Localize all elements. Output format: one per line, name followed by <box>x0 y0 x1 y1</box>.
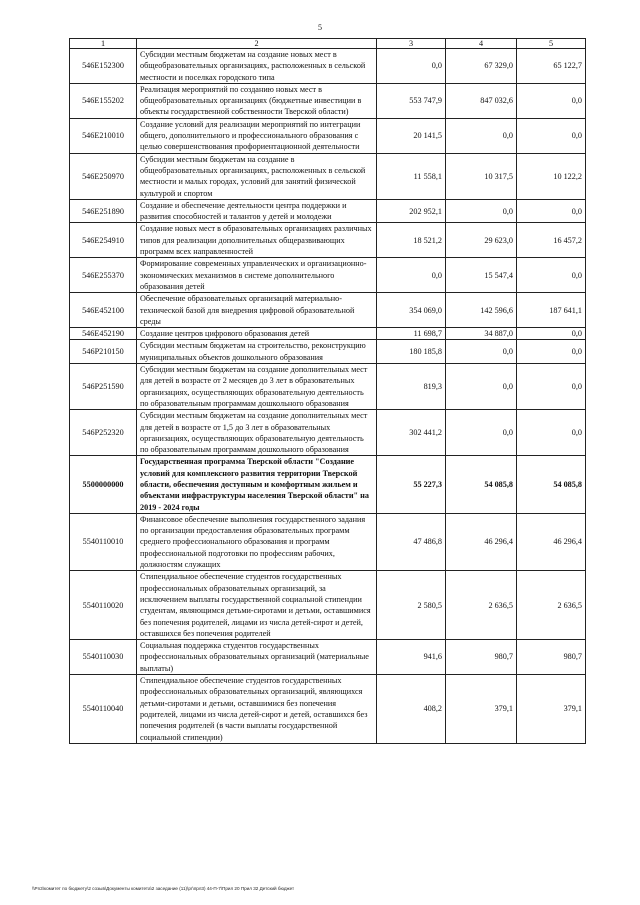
table-row <box>70 199 586 223</box>
table-row <box>70 513 586 570</box>
row-value-2021: 408,2 <box>377 675 446 744</box>
table-body <box>70 49 586 744</box>
row-value-2023: 0,0 <box>517 258 586 293</box>
row-value-2022: 34 887,0 <box>446 328 517 340</box>
row-name: Стипендиальное обеспечение студентов государственных профессиональных образовательных организаций, являющихся детьми-сиротами и детьми, оставшимися без попечения родителей, лицами из числа детей-сирот и детей, оставшихся без попечения родителей (в части выплаты государственной социальной стипендии) <box>137 675 377 744</box>
row-value-2023: 0,0 <box>517 410 586 456</box>
table-row <box>70 571 586 640</box>
column-header: 2 <box>137 39 377 49</box>
row-name: Формирование современных управленческих и организационно-экономических механизмов в системе дополнительного образования детей <box>137 258 377 293</box>
row-code: 546E152300 <box>70 49 137 84</box>
table-row <box>70 640 586 675</box>
row-code: 546E254910 <box>70 223 137 258</box>
row-name: Создание новых мест в образовательных организациях различных типов для реализации дополнительных общеразвивающих программ всех направленностей <box>137 223 377 258</box>
row-code: 546E452100 <box>70 293 137 328</box>
row-code: 5540110010 <box>70 513 137 570</box>
row-value-2021: 354 069,0 <box>377 293 446 328</box>
row-value-2022: 67 329,0 <box>446 49 517 84</box>
table-row <box>70 49 586 84</box>
row-name: Создание центров цифрового образования детей <box>137 328 377 340</box>
row-value-2023: 16 457,2 <box>517 223 586 258</box>
table-row <box>70 675 586 744</box>
row-value-2023: 0,0 <box>517 328 586 340</box>
row-value-2021: 18 521,2 <box>377 223 446 258</box>
row-code: 5540110020 <box>70 571 137 640</box>
table-row <box>70 153 586 199</box>
row-value-2022: 0,0 <box>446 340 517 364</box>
row-value-2021: 47 486,8 <box>377 513 446 570</box>
table-row <box>70 293 586 328</box>
table-row <box>70 340 586 364</box>
row-value-2023: 2 636,5 <box>517 571 586 640</box>
row-name: Стипендиальное обеспечение студентов государственных профессиональных образовательных организаций, за исключением выплаты государственной социальной стипендии студентам, являющимся детьми-сиротами и детьми, оставшимися без попечения родителей, лицами из числа детей-сирот и детей, оставшихся без попечения родителей <box>137 571 377 640</box>
row-value-2021: 302 441,2 <box>377 410 446 456</box>
row-code: 546E251890 <box>70 199 137 223</box>
column-header: 3 <box>377 39 446 49</box>
table-header-row <box>70 39 586 49</box>
column-header: 5 <box>517 39 586 49</box>
row-code: 546P251590 <box>70 364 137 410</box>
row-name: Социальная поддержка студентов государственных профессиональных образовательных организаций (материальные выплаты) <box>137 640 377 675</box>
row-code: 546P252320 <box>70 410 137 456</box>
table-row <box>70 328 586 340</box>
row-value-2023: 0,0 <box>517 199 586 223</box>
table-row <box>70 364 586 410</box>
row-value-2023: 0,0 <box>517 340 586 364</box>
row-name: Субсидии местным бюджетам на строительство, реконструкцию муниципальных объектов дошкольного образования <box>137 340 377 364</box>
row-value-2021: 180 185,8 <box>377 340 446 364</box>
row-value-2023: 0,0 <box>517 364 586 410</box>
row-code: 546E250970 <box>70 153 137 199</box>
row-value-2023: 379,1 <box>517 675 586 744</box>
row-value-2023: 54 085,8 <box>517 456 586 513</box>
row-value-2021: 0,0 <box>377 258 446 293</box>
row-value-2022: 980,7 <box>446 640 517 675</box>
row-value-2021: 202 952,1 <box>377 199 446 223</box>
row-name: Государственная программа Тверской области "Создание условий для комплексного развития территории Тверской области, обеспечения доступным и комфортным жильем и объектами инфраструктуры населения Тверской области" на 2019 - 2024 годы <box>137 456 377 513</box>
row-name: Обеспечение образовательных организаций материально-технической базой для внедрения цифровой образовательной среды <box>137 293 377 328</box>
row-value-2021: 20 141,5 <box>377 118 446 153</box>
row-value-2023: 10 122,2 <box>517 153 586 199</box>
row-code: 5540110040 <box>70 675 137 744</box>
column-header: 1 <box>70 39 137 49</box>
row-value-2022: 0,0 <box>446 118 517 153</box>
row-name: Субсидии местным бюджетам на создание дополнительных мест для детей в возрасте от 2 месяцев до 3 лет в образовательных организациях, осуществляющих образовательную деятельность по образовательным программам дошкольного образования <box>137 364 377 410</box>
row-value-2022: 0,0 <box>446 410 517 456</box>
row-value-2021: 941,6 <box>377 640 446 675</box>
row-value-2022: 54 085,8 <box>446 456 517 513</box>
row-code: 546E452190 <box>70 328 137 340</box>
row-name: Субсидии местным бюджетам на создание в общеобразовательных организациях, расположенных в сельской местности и малых городах, условий для занятий физической культурой и спортом <box>137 153 377 199</box>
row-name: Субсидии местным бюджетам на создание дополнительных мест для детей в возрасте от 1,5 до 3 лет в образовательных организациях, осуществляющих образовательную деятельность по образовательным программам дошкольного образования <box>137 410 377 456</box>
table-row <box>70 83 586 118</box>
row-value-2023: 46 296,4 <box>517 513 586 570</box>
row-value-2021: 11 698,7 <box>377 328 446 340</box>
column-header: 4 <box>446 39 517 49</box>
row-code: 5540110030 <box>70 640 137 675</box>
row-name: Создание условий для реализации мероприятий по интеграции общего, дополнительного и профессионального образования с целью совершенствования профориентационной деятельности <box>137 118 377 153</box>
row-name: Финансовое обеспечение выполнения государственного задания по организации предоставления образовательных программ среднего профессионального образования и программ профессиональной подготовки по профессиям рабочих, должностям служащих <box>137 513 377 570</box>
row-value-2021: 11 558,1 <box>377 153 446 199</box>
row-value-2021: 553 747,9 <box>377 83 446 118</box>
table-row <box>70 258 586 293</box>
row-code: 546E255370 <box>70 258 137 293</box>
row-value-2022: 379,1 <box>446 675 517 744</box>
row-value-2023: 0,0 <box>517 118 586 153</box>
row-value-2023: 65 122,7 <box>517 49 586 84</box>
budget-table <box>69 38 586 744</box>
row-name: Реализация мероприятий по созданию новых мест в общеобразовательных организациях (бюджетные инвестиции в объекты государственной собственности Тверской области) <box>137 83 377 118</box>
row-value-2021: 2 580,5 <box>377 571 446 640</box>
file-path-footer: \\Pn3\комитет по бюджету\2 созыв\Документы комитета\2 заседание (11)\рг\прл3) 44-П-7\Прил 20 Прил 32 Детский бюджет <box>32 886 295 891</box>
table-row <box>70 118 586 153</box>
page-number: 5 <box>318 23 322 32</box>
row-value-2022: 29 623,0 <box>446 223 517 258</box>
row-value-2021: 55 227,3 <box>377 456 446 513</box>
row-value-2023: 187 641,1 <box>517 293 586 328</box>
row-value-2022: 15 547,4 <box>446 258 517 293</box>
row-value-2022: 0,0 <box>446 199 517 223</box>
row-value-2023: 0,0 <box>517 83 586 118</box>
row-code: 546E210010 <box>70 118 137 153</box>
row-value-2022: 847 032,6 <box>446 83 517 118</box>
row-value-2023: 980,7 <box>517 640 586 675</box>
table-row <box>70 223 586 258</box>
table-row <box>70 410 586 456</box>
row-code: 5500000000 <box>70 456 137 513</box>
row-code: 546E155202 <box>70 83 137 118</box>
row-name: Субсидии местным бюджетам на создание новых мест в общеобразовательных организациях, расположенных в сельской местности и поселках городского типа <box>137 49 377 84</box>
row-value-2021: 0,0 <box>377 49 446 84</box>
row-value-2022: 46 296,4 <box>446 513 517 570</box>
row-value-2021: 819,3 <box>377 364 446 410</box>
row-name: Создание и обеспечение деятельности центра поддержки и развития способностей и талантов у детей и молодежи <box>137 199 377 223</box>
row-value-2022: 142 596,6 <box>446 293 517 328</box>
table-row <box>70 456 586 513</box>
row-value-2022: 2 636,5 <box>446 571 517 640</box>
row-value-2022: 0,0 <box>446 364 517 410</box>
row-code: 546P210150 <box>70 340 137 364</box>
row-value-2022: 10 317,5 <box>446 153 517 199</box>
